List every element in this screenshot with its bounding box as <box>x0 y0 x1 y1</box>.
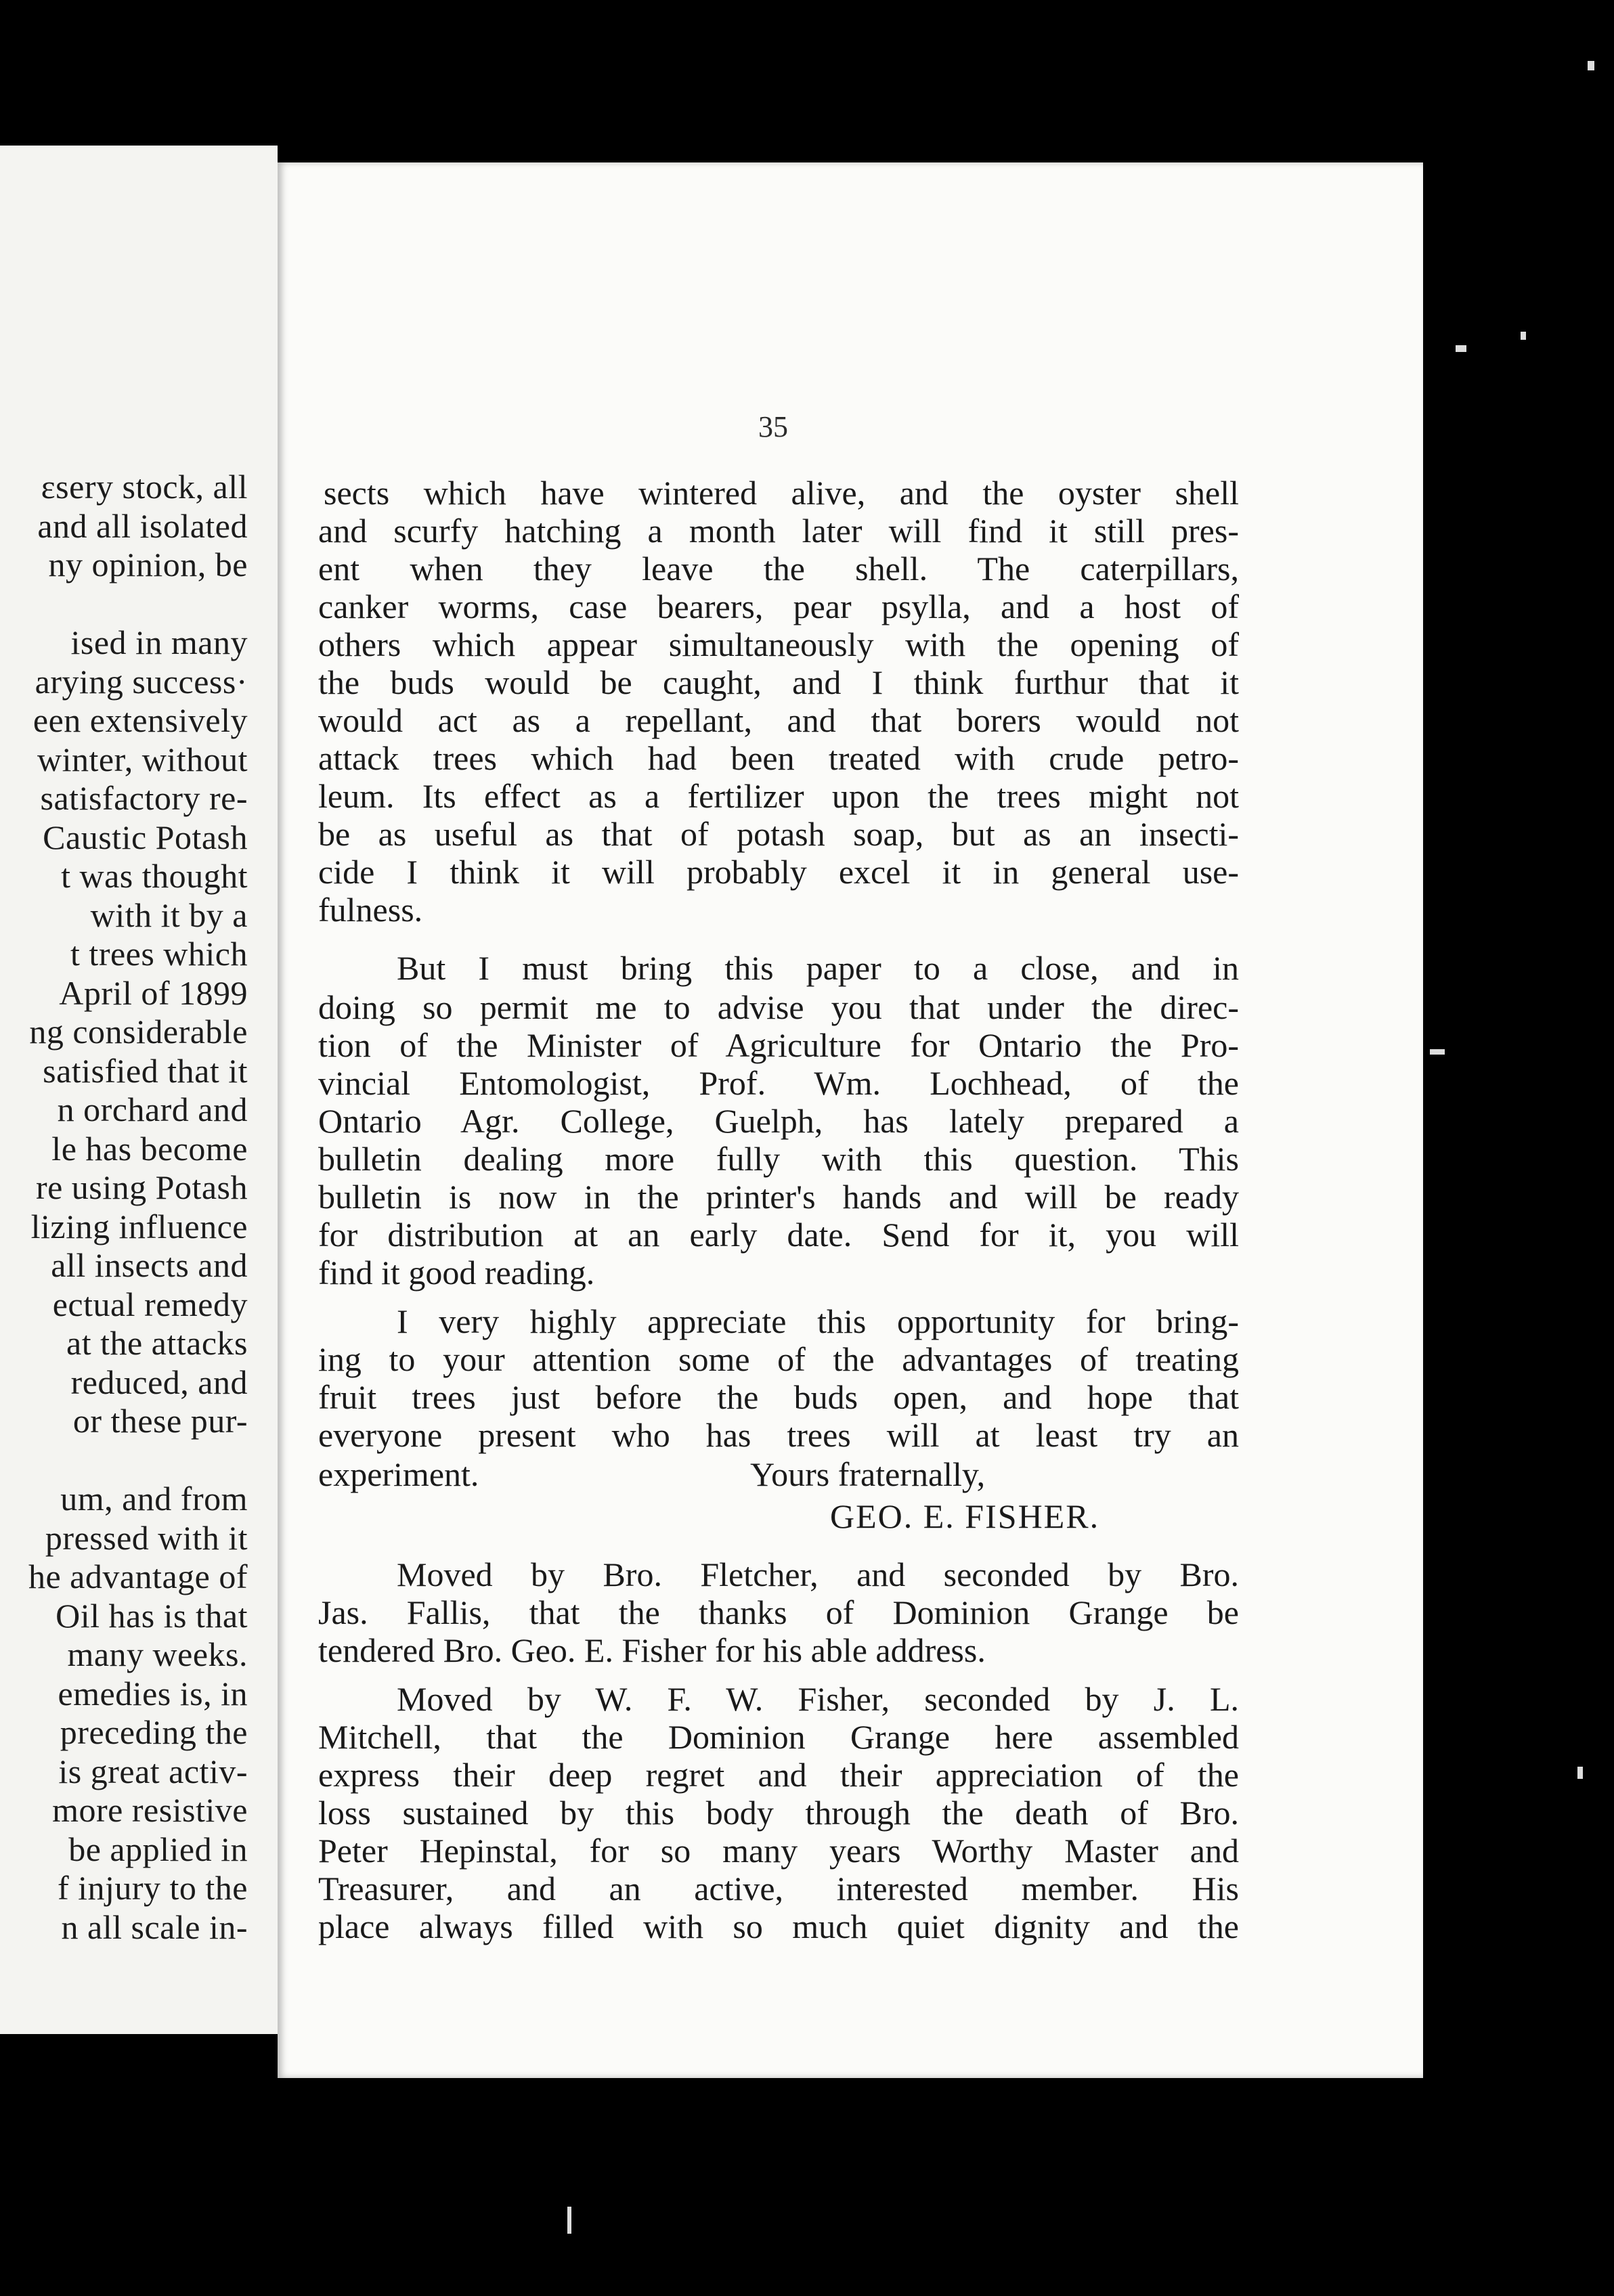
facing-page-line: many weeks. <box>67 1635 248 1673</box>
facing-page-line: t trees which <box>70 935 248 973</box>
facing-page-line: re using Potash <box>35 1168 248 1206</box>
facing-page-line: ectual remedy <box>52 1285 248 1323</box>
scan-speck <box>1577 1767 1583 1779</box>
text-line: everyone present who has trees will at least try an <box>318 1416 1239 1454</box>
facing-page-line: Caustic Potash <box>43 818 248 856</box>
text-line: ent when they leave the shell. The caterpillars, <box>318 550 1239 588</box>
facing-page-line: pressed with it <box>45 1518 248 1557</box>
text-line: But I must bring this paper to a close, and in <box>397 949 1239 987</box>
text-line: fruit trees just before the buds open, and hope that <box>318 1378 1239 1416</box>
text-line: the buds would be caught, and I think furthur that it <box>318 663 1239 701</box>
text-line: tion of the Minister of Agriculture for Ontario the Pro- <box>318 1026 1239 1064</box>
facing-page-line: winter, without <box>37 740 248 778</box>
facing-page-line: satisfied that it <box>43 1051 248 1090</box>
facing-page-line: n all scale in- <box>61 1907 248 1946</box>
facing-page-line: he advantage of <box>28 1558 248 1595</box>
text-line: cide I think it will probably excel it in general use- <box>318 853 1239 891</box>
scan-speck <box>1456 345 1466 352</box>
facing-page-line: satisfactory re- <box>40 779 248 817</box>
facing-page-line: be applied in <box>68 1830 248 1868</box>
facing-page-line: Oil has is that <box>56 1596 248 1635</box>
facing-page-line: um, and from <box>60 1480 248 1518</box>
facing-page-line: ng considerable <box>29 1013 248 1051</box>
text-line: Peter Hepinstal, for so many years Worthy Master and <box>318 1832 1239 1870</box>
facing-page-line: preceding the <box>60 1713 248 1751</box>
text-line: doing so permit me to advise you that under the direc- <box>318 988 1239 1026</box>
text-line: fulness. <box>318 891 423 929</box>
facing-page-line: lizing influence <box>30 1207 248 1245</box>
facing-page-line: or these pur- <box>72 1402 248 1440</box>
text-line: ing to your attention some of the advantages of treating <box>318 1340 1239 1378</box>
text-line: bulletin dealing more fully with this question. This <box>318 1140 1239 1178</box>
scan-speck <box>567 2207 571 2234</box>
signature: GEO. E. FISHER. <box>830 1497 1100 1535</box>
facing-page-line: ny opinion, be <box>48 546 248 583</box>
text-line: would act as a repellant, and that borers would not <box>318 701 1239 739</box>
text-line: Mitchell, that the Dominion Grange here assembled <box>318 1718 1239 1756</box>
text-line: find it good reading. <box>318 1254 595 1292</box>
text-line: be as useful as that of potash soap, but as an insecti- <box>318 815 1239 853</box>
facing-page-line: een extensively <box>32 701 248 739</box>
text-line: bulletin is now in the printer's hands and will be ready <box>318 1178 1239 1216</box>
facing-page-line: arying success· <box>35 662 248 701</box>
facing-page-line: t was thought <box>61 857 248 895</box>
facing-page-line: and all isolated <box>37 506 248 545</box>
text-line: for distribution at an early date. Send for it, you will <box>318 1216 1239 1254</box>
facing-page-line: is great activ- <box>58 1752 248 1790</box>
text-line: others which appear simultaneously with the opening of <box>318 625 1239 663</box>
facing-page-line: with it by a <box>90 896 248 934</box>
text-line: attack trees which had been treated with crude petro- <box>318 739 1239 777</box>
scan-speck <box>1588 61 1594 70</box>
text-line: Jas. Fallis, that the thanks of Dominion Grange be <box>318 1593 1239 1631</box>
text-line: I very highly appreciate this opportunity for bring- <box>397 1302 1239 1340</box>
text-line: canker worms, case bearers, pear psylla, and a host of <box>318 588 1239 625</box>
closing: Yours fraternally, <box>750 1455 986 1493</box>
text-line: Moved by Bro. Fletcher, and seconded by Bro. <box>397 1555 1239 1593</box>
text-line: vincial Entomologist, Prof. Wm. Lochhead, of the <box>318 1064 1239 1102</box>
text-line: leum. Its effect as a fertilizer upon the trees might not <box>318 777 1239 815</box>
facing-page-line: all insects and <box>51 1246 248 1284</box>
scan-speck <box>1430 1049 1445 1055</box>
facing-page-line: reduced, and <box>70 1363 248 1401</box>
facing-page-fragment <box>0 146 278 2034</box>
text-line: Treasurer, and an active, interested member. His <box>318 1870 1239 1907</box>
text-line: and scurfy hatching a month later will find it still pres- <box>318 512 1239 550</box>
facing-page-line: emedies is, in <box>58 1674 248 1713</box>
facing-page-line: at the attacks <box>66 1324 248 1362</box>
text-line: experiment. <box>318 1455 479 1493</box>
facing-page-line: April of 1899 <box>59 973 248 1012</box>
facing-page-line: more resistive <box>52 1791 248 1829</box>
text-line: express their deep regret and their appreciation of the <box>318 1756 1239 1794</box>
scan-speck <box>1521 332 1526 340</box>
text-line: sects which have wintered alive, and the oyster shell <box>324 474 1239 512</box>
facing-page-line: ɛsery stock, all <box>41 468 248 506</box>
facing-page-line: ised in many <box>70 623 248 661</box>
text-line: Ontario Agr. College, Guelph, has lately prepared a <box>318 1102 1239 1140</box>
text-line: place always filled with so much quiet dignity and the <box>318 1907 1239 1945</box>
text-line: loss sustained by this body through the death of Bro. <box>318 1794 1239 1832</box>
facing-page-line: le has become <box>51 1129 248 1168</box>
page-number: 35 <box>758 410 788 443</box>
text-line: tendered Bro. Geo. E. Fisher for his able address. <box>318 1631 986 1669</box>
text-line: Moved by W. F. W. Fisher, seconded by J. L. <box>397 1680 1239 1718</box>
facing-page-line: n orchard and <box>57 1090 248 1128</box>
facing-page-line: f injury to the <box>57 1869 248 1907</box>
